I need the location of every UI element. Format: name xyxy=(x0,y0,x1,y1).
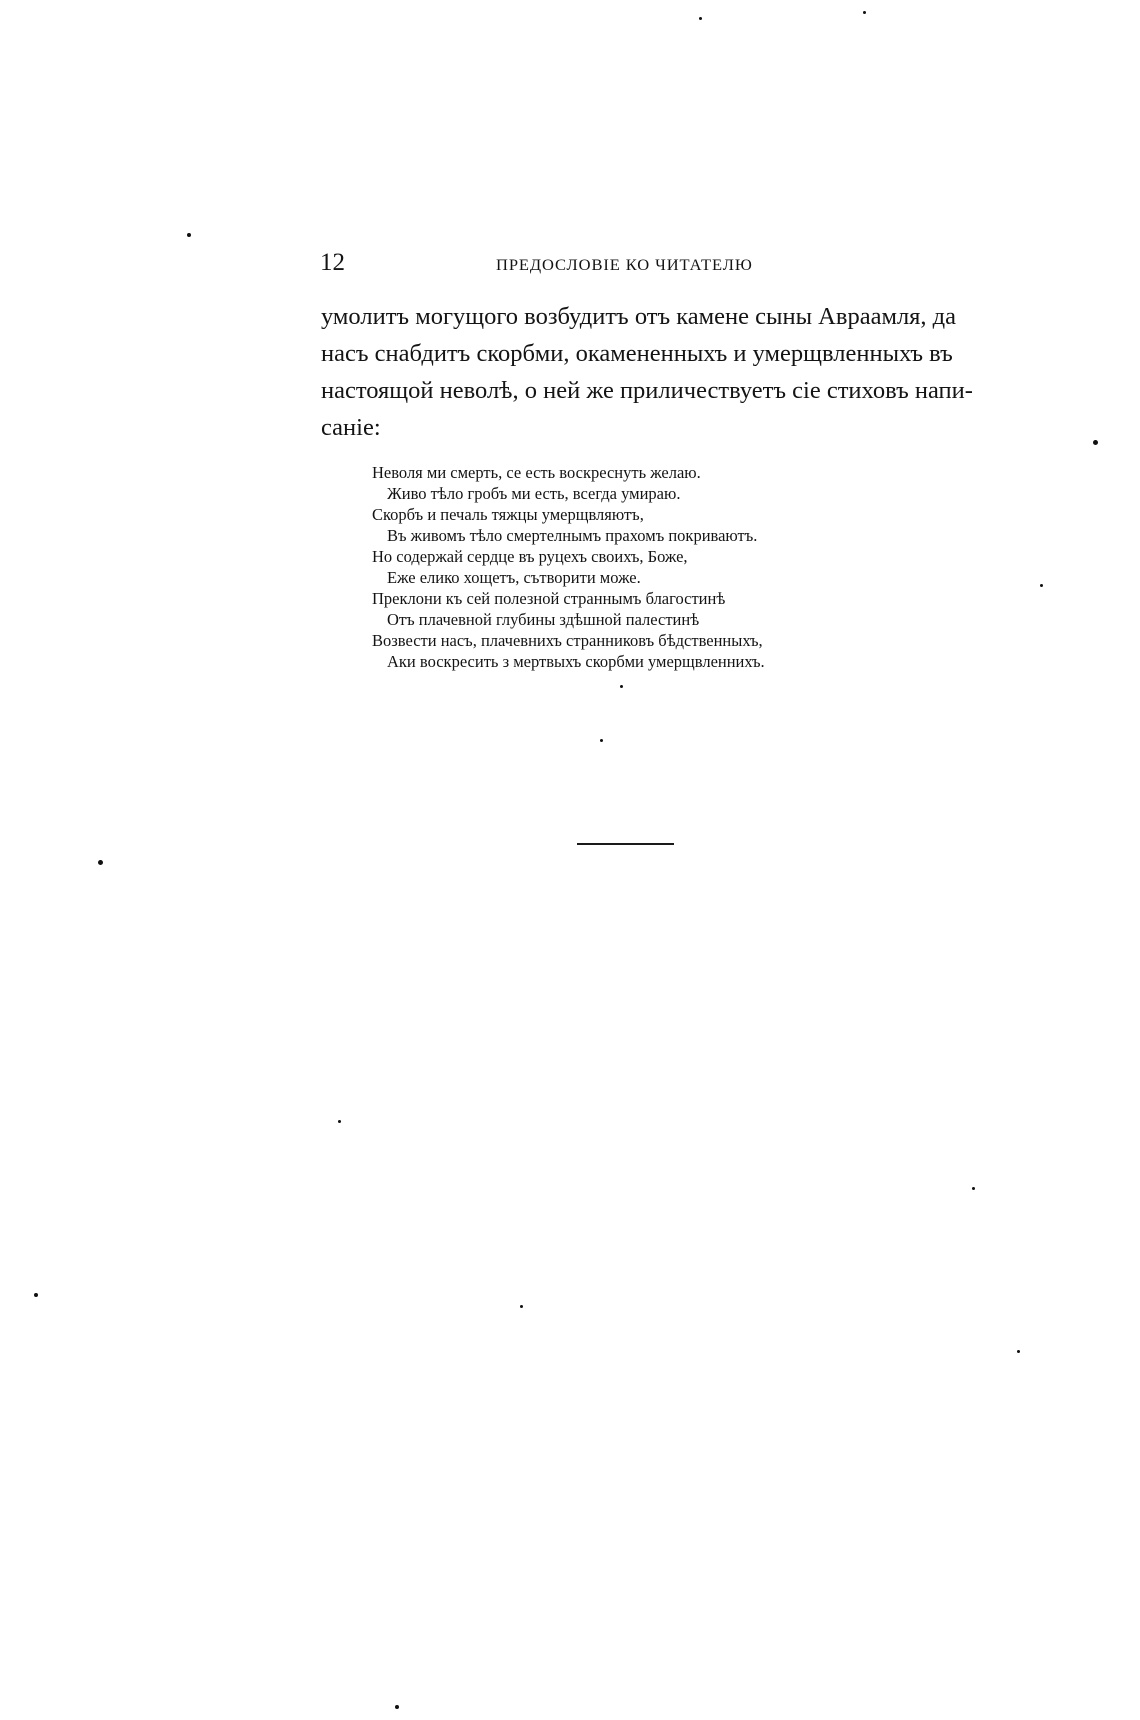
page-number: 12 xyxy=(320,249,345,276)
running-title: ПРЕДОСЛОВІЕ КО ЧИТАТЕЛЮ xyxy=(496,255,753,274)
closing-rule xyxy=(577,843,674,845)
verse-block xyxy=(372,462,852,672)
scan-speck xyxy=(1093,440,1098,445)
verse-line: Въ живомъ тѣло смертелнымъ прахомъ покриваютъ. xyxy=(387,526,758,545)
scan-speck xyxy=(34,1293,38,1297)
verse-line: Еже елико хощетъ, сътворити може. xyxy=(387,568,641,587)
paragraph-line: насъ снабдитъ скорбми, окамененныхъ и умерщвленныхъ въ xyxy=(321,340,953,367)
verse-line: Аки воскресить з мертвыхъ скорбми умерщвленнихъ. xyxy=(387,652,765,671)
verse-line: Возвести насъ, плачевнихъ странниковъ бѣдственныхъ, xyxy=(372,631,763,650)
verse-line: Преклони къ сей полезной страннымъ благостинѣ xyxy=(372,589,726,608)
scan-speck xyxy=(1017,1350,1020,1353)
scan-speck xyxy=(1040,584,1043,587)
scan-speck xyxy=(520,1305,523,1308)
verse-line: Живо тѣло гробъ ми есть, всегда умираю. xyxy=(387,484,681,503)
scan-speck xyxy=(699,17,702,20)
scan-speck xyxy=(972,1187,975,1190)
paragraph-line: настоящой неволѣ, о ней же приличествуетъ сіе стиховъ напи- xyxy=(321,377,973,404)
scan-speck xyxy=(863,11,866,14)
verse-line: Неволя ми смерть, се есть воскреснуть желаю. xyxy=(372,463,701,482)
prose-paragraph xyxy=(321,298,973,446)
scan-speck xyxy=(187,233,191,237)
scan-speck xyxy=(620,685,623,688)
verse-line: Отъ плачевной глубины здѣшной палестинѣ xyxy=(387,610,700,629)
scan-speck xyxy=(395,1705,399,1709)
paragraph-line: саніе: xyxy=(321,414,381,441)
scan-speck xyxy=(600,739,603,742)
scan-speck xyxy=(98,860,103,865)
scan-speck xyxy=(338,1120,341,1123)
verse-line: Скорбъ и печаль тяжцы умерщвляютъ, xyxy=(372,505,644,524)
verse-line: Но содержай сердце въ руцехъ своихъ, Боже, xyxy=(372,547,688,566)
paragraph-line: умолитъ могущого возбудитъ отъ камене сыны Авраамля, да xyxy=(321,303,957,330)
